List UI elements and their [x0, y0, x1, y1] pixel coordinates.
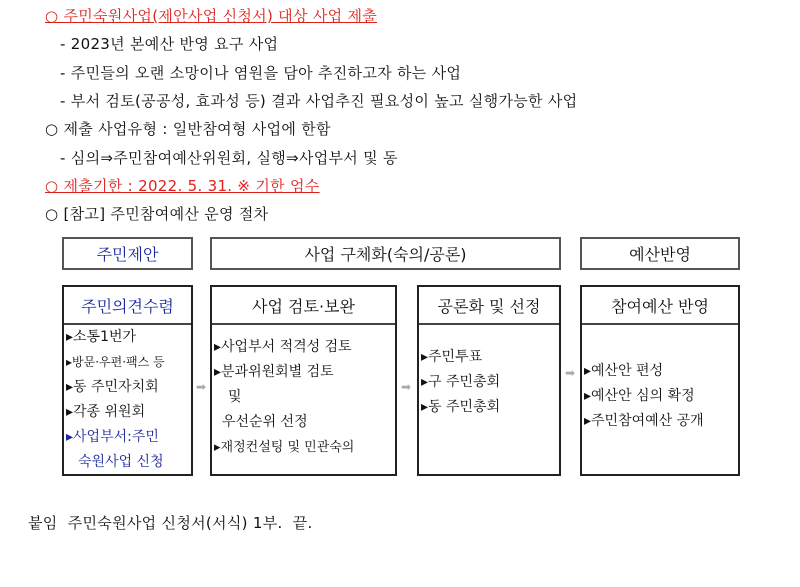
box-title: 주민의견수렴: [64, 287, 191, 325]
list-item: 우선순위 선정: [222, 414, 308, 430]
box-budget-participation: [580, 285, 740, 476]
box-opinion-collection: [62, 285, 193, 476]
arrow-right-icon: ➡: [565, 366, 576, 380]
list-item: ▸사업부서 적격성 검토: [214, 339, 352, 355]
line-budget-2023: - 2023년 본예산 반영 요구 사업: [60, 35, 279, 53]
list-item: 및: [228, 389, 242, 405]
list-item: ▸주민참여예산 공개: [584, 413, 704, 429]
list-item: ▸예산안 심의 확정: [584, 388, 695, 404]
box-title: 사업 검토·보완: [212, 287, 395, 325]
list-item: ▸동 주민총회: [421, 399, 501, 415]
line-dept-review: - 부서 검토(공공성, 효과성 등) 결과 사업추진 필요성이 높고 실행가능한 사업: [60, 92, 578, 110]
line-review-exec: - 심의⇒주민참여예산위원회, 실행⇒사업부서 및 동: [60, 149, 398, 167]
stage-budget-reflection: 예산반영: [580, 237, 740, 270]
list-item: ▸분과위원회별 검토: [214, 364, 334, 380]
box-project-review: [210, 285, 397, 476]
list-item: ▸예산안 편성: [584, 363, 664, 379]
list-item: ▸방문·우편·팩스 등: [66, 355, 165, 369]
box-title: 참여예산 반영: [582, 287, 738, 325]
line-deadline: ○ 제출기한 : 2022. 5. 31. ※ 기한 엄수: [45, 177, 320, 195]
stage-project-concretization: 사업 구체화(숙의/공론): [210, 237, 561, 270]
stage-resident-proposal: 주민제안: [62, 237, 193, 270]
box-public-deliberation: [417, 285, 561, 476]
arrow-right-icon: ➡: [401, 380, 412, 394]
line-residents-wish: - 주민들의 오랜 소망이나 염원을 담아 추진하고자 하는 사업: [60, 64, 462, 82]
list-item: ▸소통1번가: [66, 329, 137, 345]
arrow-right-icon: ➡: [196, 380, 207, 394]
list-item: 숙원사업 신청: [78, 454, 164, 470]
list-item: ▸각종 위원회: [66, 404, 146, 420]
line-reference: ○ [참고] 주민참여예산 운영 절차: [45, 205, 269, 223]
line-project-type: ○ 제출 사업유형 : 일반참여형 사업에 한함: [45, 120, 331, 138]
attachment-footer: 붙임 주민숙원사업 신청서(서식) 1부. 끝.: [28, 514, 313, 532]
list-item: ▸재정컨설팅 및 민관숙의: [214, 440, 355, 455]
list-item: ▸사업부서:주민: [66, 429, 159, 445]
list-item: ▸주민투표: [421, 349, 483, 365]
box-title: 공론화 및 선정: [419, 287, 559, 325]
line-target-projects: ○ 주민숙원사업(제안사업 신청서) 대상 사업 제출: [45, 7, 378, 25]
list-item: ▸동 주민자치회: [66, 379, 159, 395]
list-item: ▸구 주민총회: [421, 374, 501, 390]
